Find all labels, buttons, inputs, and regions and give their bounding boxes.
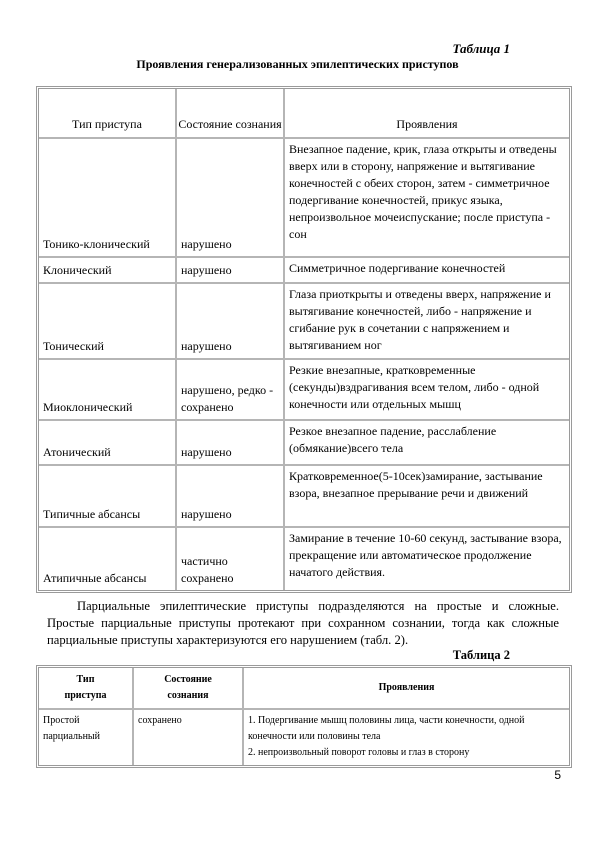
cell-type: Клонический (39, 258, 177, 284)
table2-caption: Таблица 2 (452, 648, 510, 662)
cell-consciousness: нарушено (177, 466, 285, 528)
table-row (39, 528, 569, 590)
table-row (39, 421, 569, 466)
table-row (39, 258, 569, 284)
cell-manifestations: Симметричное подергивание конечностей (285, 258, 569, 284)
header-manifestations: Проявления (244, 668, 569, 710)
cell-manifestations: Кратковременное(5-10сек)замирание, застывание взора, внезапное прерывание речи и движений (285, 466, 569, 528)
table-row (39, 139, 569, 258)
table-header-row (39, 89, 569, 139)
table-row (39, 710, 569, 765)
cell-type: Атипичные абсансы (39, 528, 177, 590)
cell-manifestations: Глаза приоткрыты и отведены вверх, напряжение и вытягивание конечностей, либо - напряжение и сгибание рук в сочетании с напряжением и вытягиванием ног (285, 284, 569, 360)
table1-caption: Таблица 1 (452, 41, 510, 56)
cell-type: Миоклонический (39, 360, 177, 421)
table-header-row (39, 668, 569, 710)
seizures-table-2 (36, 665, 572, 768)
list-item: 2. непроизвольный поворот головы и глаз в сторону (248, 747, 470, 758)
cell-consciousness: нарушено (177, 258, 285, 284)
cell-manifestations (244, 710, 569, 765)
cell-type: Типичные абсансы (39, 466, 177, 528)
table1-title: Проявления генерализованных эпилептических приступов (136, 57, 459, 71)
body-paragraph: Парциальные эпилептические приступы подразделяются на простые и сложные. Простые парциальные приступы протекают при сохранном сознании, тогда как сложные парциальные приступы характеризуются его нарушением (табл. 2). (47, 599, 559, 647)
header-type: Тип приступа (39, 89, 177, 139)
cell-consciousness: нарушено (177, 421, 285, 466)
cell-manifestations: Резкое внезапное падение, расслабление (обмякание)всего тела (285, 421, 569, 466)
cell-manifestations: Резкие внезапные, кратковременные (секунды)вздрагивания всем телом, либо - одной конечности или отдельных мышц (285, 360, 569, 421)
cell-consciousness: сохранено (134, 710, 244, 765)
table-row (39, 466, 569, 528)
page-number: 5 (554, 768, 561, 782)
table-row (39, 360, 569, 421)
cell-consciousness: нарушено, редко - сохранено (177, 360, 285, 421)
cell-manifestations: Внезапное падение, крик, глаза открыты и отведены вверх или в сторону, напряжение и вытягивание конечностей с обеих сторон, затем - симметричное подергивание конечностей, прикус языка, непроизвольное мочеиспускание; после приступа - сон (285, 139, 569, 258)
list-item: 1. Подергивание мышц половины лица, части конечности, одной конечности или половины тела (248, 715, 525, 742)
table-row (39, 284, 569, 360)
cell-type: Тонический (39, 284, 177, 360)
cell-manifestations: Замирание в течение 10-60 секунд, застывание взора, прекращение или автоматическое продолжение начатого действия. (289, 531, 562, 579)
cell-consciousness: нарушено (177, 284, 285, 360)
cell-type: Атонический (39, 421, 177, 466)
cell-type: Тонико-клонический (39, 139, 177, 258)
cell-consciousness: нарушено (177, 139, 285, 258)
header-consciousness: Состояние сознания (177, 89, 285, 139)
cell-consciousness: частично сохранено (177, 528, 285, 590)
header-type: Тип приступа (39, 668, 134, 710)
cell-type: Простой парциальный (39, 710, 134, 765)
header-consciousness: Состояние сознания (134, 668, 244, 710)
seizures-table-1 (36, 86, 572, 593)
header-manifestations: Проявления (285, 89, 569, 139)
